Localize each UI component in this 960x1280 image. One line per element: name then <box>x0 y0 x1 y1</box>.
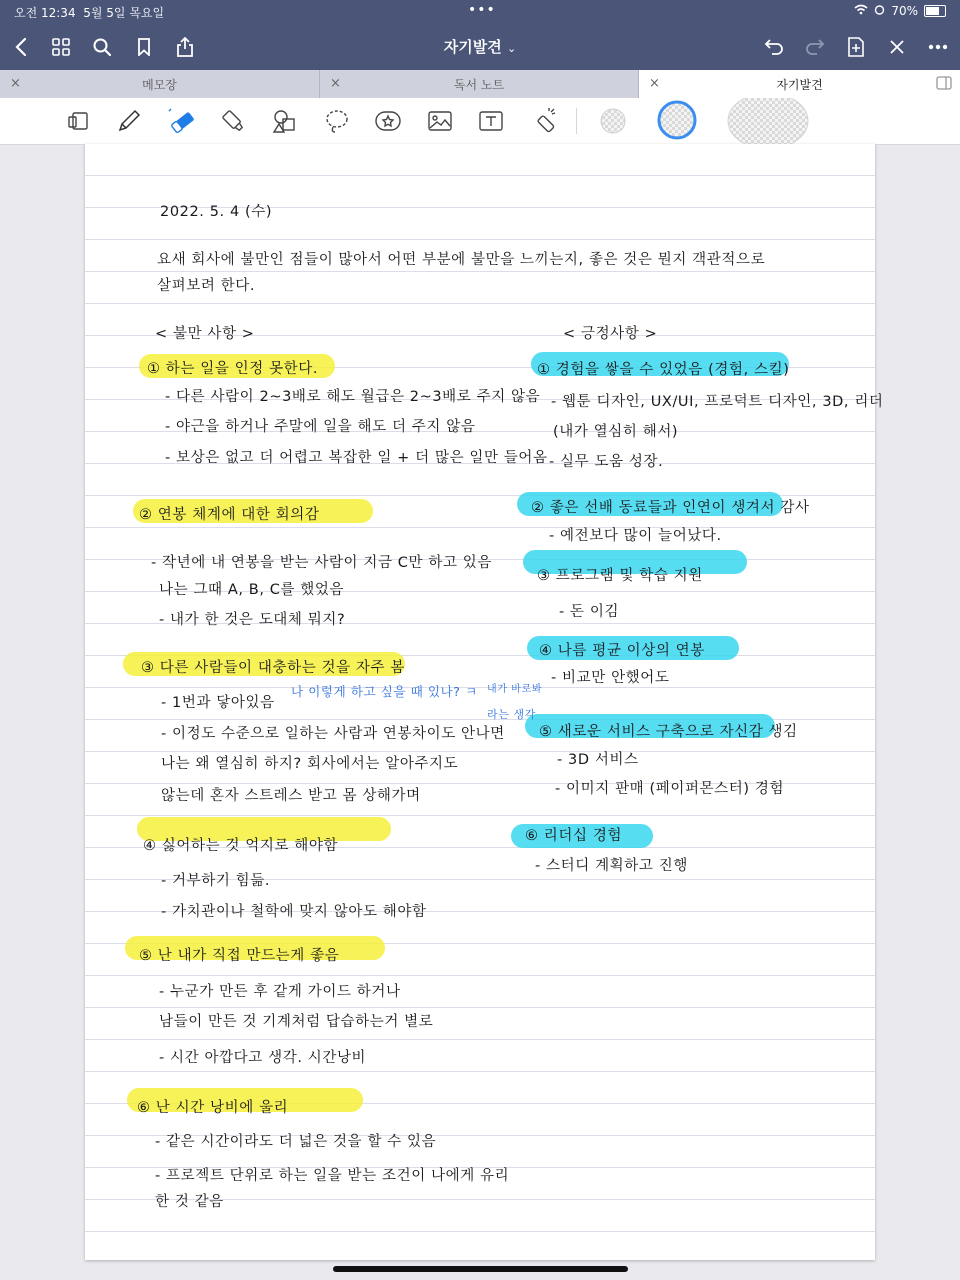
left-item-line: - 1번과 닿아있음 <box>161 695 275 711</box>
left-item-line: 않는데 혼자 스트레스 받고 몸 상해가며 <box>161 788 421 804</box>
undo-icon[interactable] <box>759 32 789 62</box>
eraser-icon[interactable] <box>166 106 196 136</box>
blue-annotation: 라는 생각 <box>487 708 537 721</box>
more-icon[interactable] <box>923 32 953 62</box>
drawing-toolbar <box>0 98 960 145</box>
left-item-title: ⑥ 난 시간 낭비에 울리 <box>137 1100 289 1116</box>
left-item-line: - 다른 사람이 2~3배로 해도 월급은 2~3배로 주지 않음 <box>165 389 541 405</box>
right-item-title: ② 좋은 선배 동료들과 인연이 생겨서 감사 <box>531 500 810 516</box>
laser-icon[interactable] <box>528 106 558 136</box>
right-item-line: - 3D 서비스 <box>557 752 639 768</box>
left-item-title: ⑤ 난 내가 직접 만드는게 좋음 <box>139 948 340 964</box>
shapes-icon[interactable] <box>270 106 300 136</box>
back-icon[interactable] <box>6 32 36 62</box>
right-item-line: (내가 열심히 해서) <box>553 424 679 440</box>
right-item-title: ⑥ 리더십 경험 <box>525 828 623 844</box>
left-item-line: 남들이 만든 것 기계처럼 답습하는거 별로 <box>159 1014 434 1030</box>
pen-icon[interactable] <box>114 106 144 136</box>
left-item-line: - 거부하기 힘듦. <box>161 873 271 889</box>
home-indicator[interactable] <box>333 1266 628 1272</box>
add-page-icon[interactable] <box>841 32 871 62</box>
left-item-title: ② 연봉 체계에 대한 회의감 <box>139 507 320 523</box>
battery-percent: 70% <box>891 4 918 18</box>
color-swatch-light[interactable] <box>598 106 628 136</box>
sticker-icon[interactable] <box>373 106 403 136</box>
note-page[interactable] <box>85 144 884 1260</box>
multitasking-dots-icon[interactable]: ••• <box>468 2 496 18</box>
document-title[interactable]: 자기발견 ⌄ <box>443 38 517 56</box>
blue-annotation: 나 이렇게 하고 싶을 때 있나? ㅋ <box>291 684 478 699</box>
share-icon[interactable] <box>170 32 200 62</box>
alarm-icon <box>874 4 885 18</box>
tab-memo[interactable] <box>0 70 320 98</box>
right-item-line: - 실무 도움 성장. <box>549 454 664 470</box>
right-item-title: ① 경험을 쌓을 수 있었음 (경험, 스킬) <box>537 362 790 378</box>
image-icon[interactable] <box>425 106 455 136</box>
right-item-line: - 돈 이김 <box>559 604 620 620</box>
left-item-line: - 시간 아깝다고 생각. 시간낭비 <box>159 1050 367 1066</box>
tab-reading-notes[interactable] <box>320 70 639 98</box>
left-item-line: 나는 그때 A, B, C를 했었음 <box>159 582 345 598</box>
toolbar-divider <box>576 108 577 134</box>
right-item-line: - 예전보다 많이 늘어났다. <box>549 528 722 544</box>
text-icon[interactable] <box>476 106 506 136</box>
note-intro-line: 요새 회사에 불만인 점들이 많아서 어떤 부분에 불만을 느끼는지, 좋은 것은 뭔지 객관적으로 <box>157 252 766 268</box>
tab-label: 독서 노트 <box>453 77 505 92</box>
left-item-line: - 내가 한 것은 도대체 뭐지? <box>159 612 346 628</box>
close-edit-icon[interactable] <box>882 32 912 62</box>
stroke-width-swatch[interactable] <box>727 98 809 144</box>
tab-label: 자기발견 <box>776 77 823 92</box>
left-item-title: ③ 다른 사람들이 대충하는 것을 자주 봄 <box>141 660 405 676</box>
battery-icon <box>924 5 946 17</box>
right-item-title: ④ 나름 평균 이상의 연봉 <box>539 643 705 659</box>
status-time: 오전 12:34 5월 5일 목요일 <box>14 6 165 20</box>
nav-bar <box>0 24 960 70</box>
left-item-title: ④ 싫어하는 것 억지로 해야함 <box>143 838 339 854</box>
tab-close-icon[interactable]: × <box>649 76 660 91</box>
blue-annotation: 내가 바로봐 <box>487 684 543 695</box>
lasso-icon[interactable] <box>322 106 352 136</box>
color-swatch-selected[interactable] <box>657 100 697 140</box>
search-icon[interactable] <box>87 32 117 62</box>
right-heading: < 긍정사항 > <box>563 326 658 342</box>
tab-self-discovery[interactable] <box>639 70 960 98</box>
left-item-line: - 보상은 없고 더 어렵고 복잡한 일 + 더 많은 일만 들어옴 <box>165 450 548 466</box>
note-intro-line: 살펴보려 한다. <box>157 278 256 294</box>
right-item-title: ③ 프로그램 및 학습 지원 <box>537 568 703 584</box>
highlighter-icon[interactable] <box>218 106 248 136</box>
left-item-line: - 작년에 내 연봉을 받는 사람이 지금 C만 하고 있음 <box>151 555 492 571</box>
left-item-line: - 프로젝트 단위로 하는 일을 받는 조건이 나에게 유리 <box>155 1168 510 1184</box>
right-item-line: - 웹툰 디자인, UX/UI, 프로덕트 디자인, 3D, 리더 <box>551 394 884 410</box>
left-item-title: ① 하는 일을 인정 못한다. <box>147 361 319 377</box>
tab-label: 메모장 <box>142 77 177 92</box>
left-item-line: - 이정도 수준으로 일하는 사람과 연봉차이도 안나면 <box>161 726 505 742</box>
left-item-line: 한 것 같음 <box>155 1194 224 1210</box>
split-view-icon[interactable] <box>936 76 952 93</box>
tab-close-icon[interactable]: × <box>10 76 21 91</box>
left-item-line: 나는 왜 열심히 하지? 회사에서는 알아주지도 <box>161 756 459 772</box>
tab-close-icon[interactable]: × <box>330 76 341 91</box>
grid-icon[interactable] <box>46 32 76 62</box>
right-item-title: ⑤ 새로운 서비스 구축으로 자신감 생김 <box>539 724 798 740</box>
right-item-line: - 이미지 판매 (페이퍼몬스터) 경험 <box>555 781 785 797</box>
left-item-line: - 누군가 만든 후 같게 가이드 하거나 <box>159 984 401 1000</box>
status-right <box>854 4 946 18</box>
right-item-line: - 비교만 안했어도 <box>551 670 670 686</box>
tab-bar <box>0 70 960 98</box>
left-item-line: - 야근을 하거나 주말에 일을 해도 더 주지 않음 <box>165 419 476 435</box>
status-bar <box>0 0 960 24</box>
page-icon[interactable] <box>63 106 93 136</box>
left-item-line: - 같은 시간이라도 더 넓은 것을 할 수 있음 <box>155 1134 437 1150</box>
left-item-line: - 가치관이나 철학에 맞지 않아도 해야함 <box>161 904 427 920</box>
wifi-icon <box>854 4 868 18</box>
bookmark-icon[interactable] <box>129 32 159 62</box>
left-heading: < 불만 사항 > <box>155 326 255 342</box>
redo-icon[interactable] <box>800 32 830 62</box>
right-item-line: - 스터디 계획하고 진행 <box>535 858 688 874</box>
note-date: 2022. 5. 4 (수) <box>160 204 273 220</box>
